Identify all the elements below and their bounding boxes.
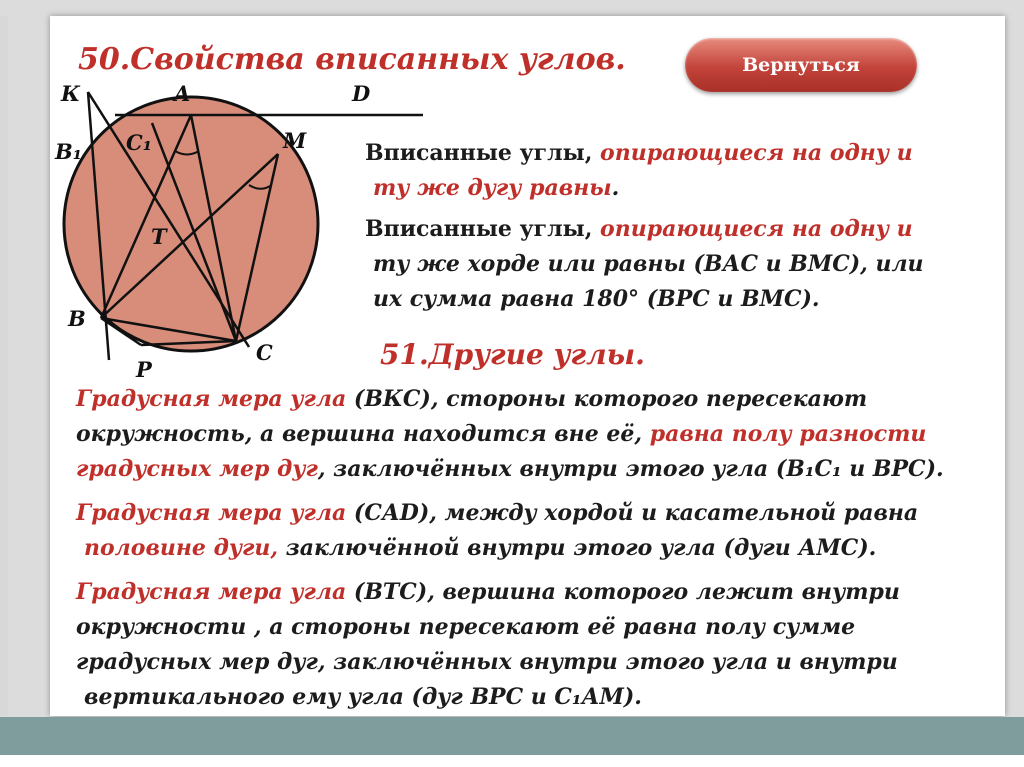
section-title: 50.Свойства вписанных углов.: [78, 42, 626, 77]
label-a: A: [174, 81, 191, 106]
line: Градусная мера угла (ВТС), вершина которого лежит внутри: [76, 579, 900, 605]
label-m: M: [283, 128, 307, 153]
line: Градусная мера угла (САD), между хордой и касательной равна: [76, 500, 919, 526]
line: градусных мер дуг, заключённых внутри этого угла (В₁С₁ и ВРС).: [76, 456, 944, 482]
label-c: C: [256, 340, 273, 365]
label-p: P: [136, 357, 152, 382]
other-paragraph-2: [76, 496, 918, 566]
line: Вписанные углы, опирающиеся на одну и: [365, 216, 913, 242]
back-button[interactable]: Вернуться: [685, 38, 917, 92]
label-k: К: [61, 81, 81, 106]
inscribed-paragraph-2: [365, 212, 924, 317]
line: ту же хорде или равны (ВАС и ВМС), или: [373, 251, 924, 277]
label-b: B: [68, 306, 86, 331]
label-b1: B₁: [55, 139, 82, 164]
line: окружность, а вершина находится вне её, равна полу разности: [76, 421, 927, 447]
other-paragraph-1: [76, 382, 944, 487]
inscribed-paragraph-1: [365, 136, 913, 206]
line: вертикального ему угла (дуг ВРС и С₁АМ).: [84, 684, 642, 710]
label-d: D: [352, 81, 371, 106]
other-paragraph-3: [76, 575, 900, 715]
label-c1: C₁: [126, 130, 152, 155]
line: Градусная мера угла (ВКС), стороны которого пересекают: [76, 386, 868, 412]
line: градусных мер дуг, заключённых внутри этого угла и внутри: [76, 649, 898, 675]
label-t: T: [151, 224, 167, 249]
line: окружности , а стороны пересекают её равна полу сумме: [76, 614, 856, 640]
line: их сумма равна 180° (ВРС и ВМС).: [373, 286, 820, 312]
line: ту же дугу равны.: [373, 175, 620, 201]
line: Вписанные углы, опирающиеся на одну и: [365, 140, 913, 166]
line: половине дуги, заключённой внутри этого угла (дуги АМС).: [84, 535, 877, 561]
section-title-2: 51.Другие углы.: [380, 338, 645, 371]
